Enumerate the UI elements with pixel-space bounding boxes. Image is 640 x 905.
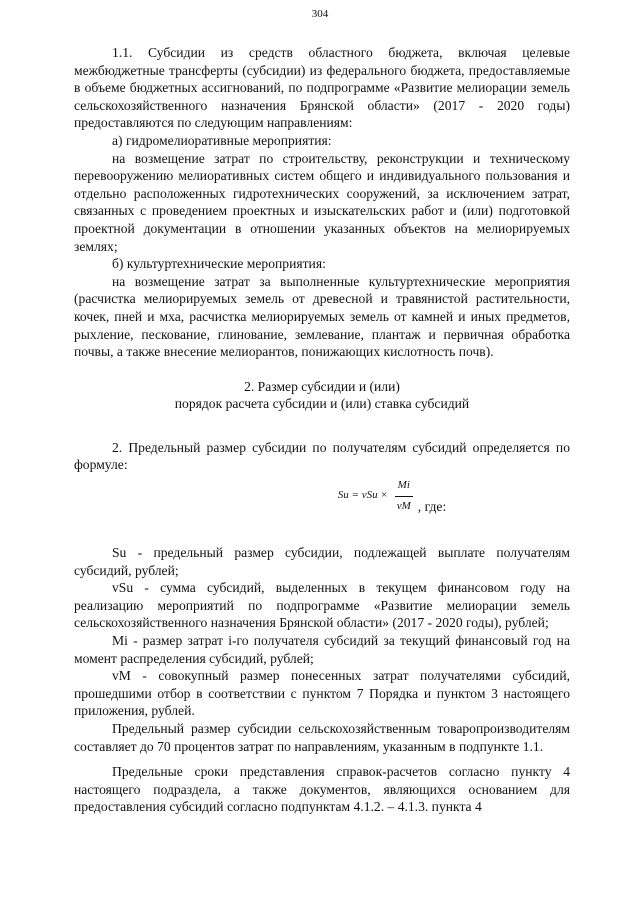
paragraph-hydro-heading: а) гидромелиоративные мероприятия: xyxy=(112,132,332,148)
paragraph-deadlines: Предельные сроки представления справок-расчетов согласно пункту 4 настоящего подраздела, а также документов, являющихся основанием для предоставления субсидий согласно подпунктам 4.1.2. – 4.1.3. пункта 4 xyxy=(74,764,570,815)
page-number: 304 xyxy=(311,8,329,20)
paragraph-max-subsidy: Предельный размер субсидии сельскохозяйственным товаропроизводителям составляет до 70 процентов затрат по направлениям, указанным в подпункте 1.1. xyxy=(74,721,570,754)
formula-denominator: vM xyxy=(396,499,411,512)
definition-mi: Mi - размер затрат i-го получателя субсидий за текущий финансовый год на момент распределения субсидий, рублей; xyxy=(74,633,570,666)
paragraph-1-1: 1.1. Субсидии из средств областного бюджета, включая целевые межбюджетные трансферты (субсидии) из федерального бюджета, предоставляемые в объеме бюджетных ассигнований, по подпрограмме «Развитие мелиорации земель сельскохозяйственного назначения Брянской области» (2017 - 2020 годы) предоставляются по следующим направлениям: xyxy=(74,45,570,131)
subsidy-formula xyxy=(214,474,570,518)
definition-vsu: vSu - сумма субсидий, выделенных в текущем финансовом году на реализацию мероприятий по подпрограмме «Развитие мелиорации земель сельскохозяйственного назначения Брянской области» (2017 - 2020 годы), рублей; xyxy=(74,580,570,631)
formula-lhs: Su = vSu × xyxy=(337,489,388,502)
definition-su: Su - предельный размер субсидии, подлежащей выплате получателям субсидий, рублей; xyxy=(74,545,570,578)
section-heading-line-2: порядок расчета субсидии и (или) ставка субсидий xyxy=(174,396,470,412)
document-body xyxy=(74,44,570,816)
formula-fraction xyxy=(394,477,414,515)
paragraph-culture-text: на возмещение затрат за выполненные культуртехнические мероприятия (расчистка мелиорируемых земель от древесной и травянистой растительности, кочек, пней и мха, расчистка мелиорируемых земель от камней и иных предметов, рыхление, пескование, глинование, землевание, плантаж и первичная обработка почвы, а также внесение мелиорантов, понижающих кислотность почв). xyxy=(74,273,570,360)
section-heading-line-1: 2. Размер субсидии и (или) xyxy=(244,378,400,394)
paragraph-culture-heading: б) культуртехнические мероприятия: xyxy=(112,256,326,272)
formula-numerator: Mi xyxy=(395,477,413,497)
definition-vm: vM - совокупный размер понесенных затрат получателями субсидий, прошедшими отбор в соответствии с пунктом 7 Порядка и пунктом 3 настоящего приложения, рублей. xyxy=(74,668,570,719)
formula-tail: , где: xyxy=(417,499,447,515)
formula-intro: 2. Предельный размер субсидии по получателям субсидий определяется по формуле: xyxy=(74,439,570,473)
paragraph-hydro-text: на возмещение затрат по строительству, реконструкции и техническому перевооружению мелиоративных систем общего и индивидуального пользования и отдельно расположенных гидротехнических сооружений, за исключением затрат, связанных с проведением проектных и изыскательских работ и (или) подготовкой проектной документации в отношении указанных объектов на мелиорируемых землях; xyxy=(74,150,570,254)
